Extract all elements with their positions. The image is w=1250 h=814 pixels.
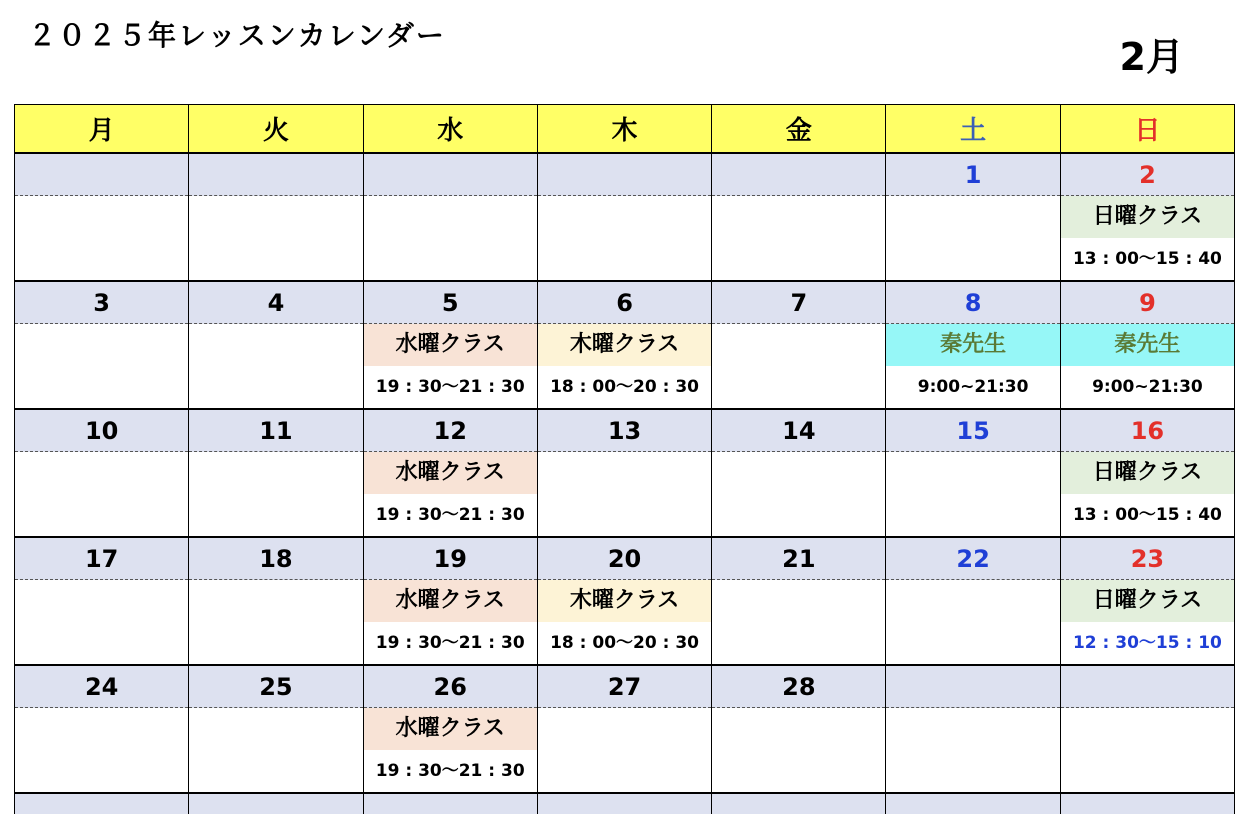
event-cell	[15, 196, 189, 282]
day-cell: 14	[712, 409, 886, 452]
class-time: 19 : 30～21 : 30	[375, 633, 525, 653]
day-cell	[537, 793, 711, 814]
weekday-header-wed: 水	[363, 105, 537, 154]
day-cell	[363, 793, 537, 814]
day-cell	[537, 153, 711, 196]
class-time: 19 : 30～21 : 30	[375, 761, 525, 781]
week-6-dates-partial	[15, 793, 1235, 814]
day-cell-sat: 1	[886, 153, 1060, 196]
wednesday-class-label: 水曜クラス	[364, 708, 537, 750]
event-cell	[537, 452, 711, 538]
weekday-header-sun: 日	[1060, 105, 1234, 154]
day-cell	[886, 793, 1060, 814]
week-3-dates	[15, 409, 1235, 452]
week-4-dates	[15, 537, 1235, 580]
day-cell: 25	[189, 665, 363, 708]
week-3-events	[15, 452, 1235, 538]
class-time: 13 : 00～15 : 40	[1072, 505, 1222, 525]
class-time: 9:00~21:30	[1092, 377, 1203, 397]
event-cell	[15, 708, 189, 794]
event-cell	[189, 452, 363, 538]
event-cell	[189, 580, 363, 666]
event-cell	[886, 324, 1060, 410]
day-cell	[712, 793, 886, 814]
weekday-header-sat: 土	[886, 105, 1060, 154]
day-cell-sun: 9	[1060, 281, 1234, 324]
sunday-class-label: 日曜クラス	[1061, 452, 1234, 494]
week-2-dates	[15, 281, 1235, 324]
week-5-dates	[15, 665, 1235, 708]
wednesday-class-label: 水曜クラス	[364, 580, 537, 622]
event-cell	[886, 452, 1060, 538]
event-cell	[15, 580, 189, 666]
event-cell	[537, 196, 711, 282]
day-cell: 24	[15, 665, 189, 708]
event-cell	[537, 580, 711, 666]
calendar-title: ２０２５年レッスンカレンダー	[28, 19, 446, 52]
event-cell	[537, 324, 711, 410]
event-cell	[363, 708, 537, 794]
teacher-label: 秦先生	[886, 324, 1059, 366]
event-cell	[712, 708, 886, 794]
event-cell	[537, 708, 711, 794]
event-cell	[1060, 580, 1234, 666]
thursday-class-label: 木曜クラス	[538, 580, 711, 622]
weekday-header-row	[15, 105, 1235, 154]
sunday-class-label: 日曜クラス	[1061, 196, 1234, 238]
day-cell	[15, 153, 189, 196]
month-label: 2月	[1119, 35, 1184, 79]
week-4-events	[15, 580, 1235, 666]
event-cell	[15, 324, 189, 410]
day-cell	[15, 793, 189, 814]
class-time: 9:00~21:30	[917, 377, 1029, 397]
day-cell-sat	[886, 665, 1060, 708]
day-cell-sun: 16	[1060, 409, 1234, 452]
class-time: 18 : 00～20 : 30	[550, 377, 699, 397]
day-cell: 13	[537, 409, 711, 452]
day-cell: 26	[363, 665, 537, 708]
event-cell	[712, 452, 886, 538]
event-cell	[363, 196, 537, 282]
class-time: 18 : 00～20 : 30	[550, 633, 699, 653]
wednesday-class-label: 水曜クラス	[364, 324, 537, 366]
day-cell: 4	[189, 281, 363, 324]
weekday-header-fri: 金	[712, 105, 886, 154]
event-cell	[712, 580, 886, 666]
day-cell-sat: 15	[886, 409, 1060, 452]
day-cell: 17	[15, 537, 189, 580]
day-cell: 10	[15, 409, 189, 452]
event-cell	[189, 324, 363, 410]
event-cell	[15, 452, 189, 538]
weekday-header-tue: 火	[189, 105, 363, 154]
class-time: 12 : 30～15 : 10	[1072, 633, 1222, 653]
event-cell	[886, 580, 1060, 666]
event-cell	[1060, 708, 1234, 794]
day-cell	[363, 153, 537, 196]
week-1-dates	[15, 153, 1235, 196]
day-cell: 6	[537, 281, 711, 324]
event-cell	[363, 452, 537, 538]
day-cell-sun: 23	[1060, 537, 1234, 580]
event-cell	[363, 580, 537, 666]
event-cell	[712, 324, 886, 410]
day-cell-sat: 8	[886, 281, 1060, 324]
day-cell: 5	[363, 281, 537, 324]
day-cell: 19	[363, 537, 537, 580]
week-5-events	[15, 708, 1235, 794]
teacher-label: 秦先生	[1061, 324, 1234, 366]
day-cell: 12	[363, 409, 537, 452]
event-cell	[189, 196, 363, 282]
class-time: 13 : 00～15 : 40	[1072, 249, 1222, 269]
day-cell-sun: 2	[1060, 153, 1234, 196]
event-cell	[886, 196, 1060, 282]
wednesday-class-label: 水曜クラス	[364, 452, 537, 494]
day-cell: 18	[189, 537, 363, 580]
event-cell	[363, 324, 537, 410]
day-cell: 27	[537, 665, 711, 708]
class-time: 19 : 30～21 : 30	[375, 377, 525, 397]
weekday-header-thu: 木	[537, 105, 711, 154]
event-cell	[189, 708, 363, 794]
event-cell	[1060, 452, 1234, 538]
sunday-class-label: 日曜クラス	[1061, 580, 1234, 622]
day-cell	[712, 153, 886, 196]
day-cell: 7	[712, 281, 886, 324]
event-cell	[712, 196, 886, 282]
week-1-events	[15, 196, 1235, 282]
event-cell	[1060, 196, 1234, 282]
class-time: 19 : 30～21 : 30	[375, 505, 525, 525]
event-cell	[1060, 324, 1234, 410]
day-cell: 21	[712, 537, 886, 580]
weekday-header-mon: 月	[15, 105, 189, 154]
event-cell	[886, 708, 1060, 794]
day-cell	[189, 153, 363, 196]
calendar-grid	[14, 104, 1235, 814]
day-cell: 28	[712, 665, 886, 708]
day-cell-sun	[1060, 665, 1234, 708]
day-cell: 3	[15, 281, 189, 324]
day-cell: 20	[537, 537, 711, 580]
week-2-events	[15, 324, 1235, 410]
day-cell	[189, 793, 363, 814]
day-cell	[1060, 793, 1234, 814]
day-cell: 11	[189, 409, 363, 452]
thursday-class-label: 木曜クラス	[538, 324, 711, 366]
day-cell-sat: 22	[886, 537, 1060, 580]
